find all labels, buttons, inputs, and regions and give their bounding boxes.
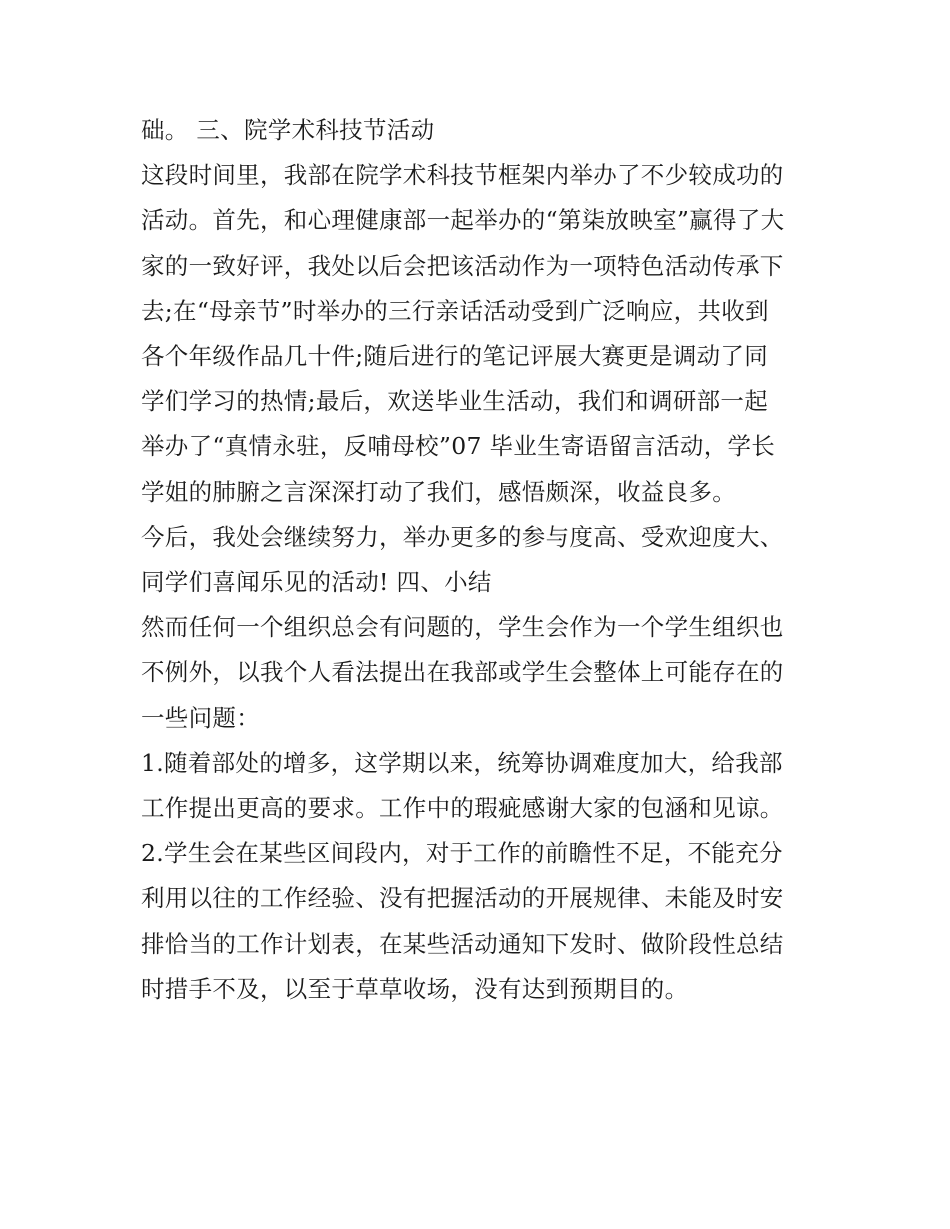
text-line-17: 2.学生会在某些区间段内，对于工作的前瞻性不足，不能充分	[141, 839, 783, 868]
text-line-5: 去;在“母亲节”时举办的三行亲话活动受到广泛响应，共收到	[141, 296, 769, 325]
text-line-20: 时措手不及，以至于草草收场，没有达到预期目的。	[141, 974, 689, 1003]
text-line-16: 工作提出更高的要求。工作中的瑕疵感谢大家的包涵和见谅。	[141, 794, 784, 823]
text-line-19: 排恰当的工作计划表，在某些活动通知下发时、做阶段性总结	[141, 929, 784, 958]
text-line-12: 然而任何一个组织总会有问题的，学生会作为一个学生组织也	[141, 613, 784, 642]
text-line-7: 学们学习的热情;最后，欢送毕业生活动，我们和调研部一起	[141, 387, 769, 416]
text-line-4: 家的一致好评，我处以后会把该活动作为一项特色活动传承下	[141, 251, 784, 280]
text-line-8: 举办了“真情永驻，反哺母校”07 毕业生寄语留言活动，学长	[141, 432, 776, 461]
text-line-18: 利用以往的工作经验、没有把握活动的开展规律、未能及时安	[141, 884, 784, 913]
text-line-10: 今后，我处会继续努力，举办更多的参与度高、受欢迎度大、	[141, 522, 784, 551]
text-line-1: 础。 三、院学术科技节活动	[141, 116, 435, 144]
text-line-2: 这段时间里，我部在院学术科技节框架内举办了不少较成功的	[141, 161, 784, 190]
text-line-15: 1.随着部处的增多，这学期以来，统筹协调难度加大，给我部	[141, 748, 783, 777]
text-line-14: 一些问题：	[141, 703, 260, 732]
text-line-9: 学姐的肺腑之言深深打动了我们，感悟颇深，收益良多。	[141, 477, 736, 506]
text-line-3: 活动。首先，和心理健康部一起举办的“第柒放映室”赢得了大	[141, 206, 785, 235]
body-text	[141, 108, 821, 1012]
text-line-13: 不例外，以我个人看法提出在我部或学生会整体上可能存在的	[141, 658, 784, 687]
text-line-11: 同学们喜闻乐见的活动! 四、小结	[141, 568, 492, 597]
text-line-6: 各个年级作品几十件;随后进行的笔记评展大赛更是调动了同	[141, 342, 769, 371]
